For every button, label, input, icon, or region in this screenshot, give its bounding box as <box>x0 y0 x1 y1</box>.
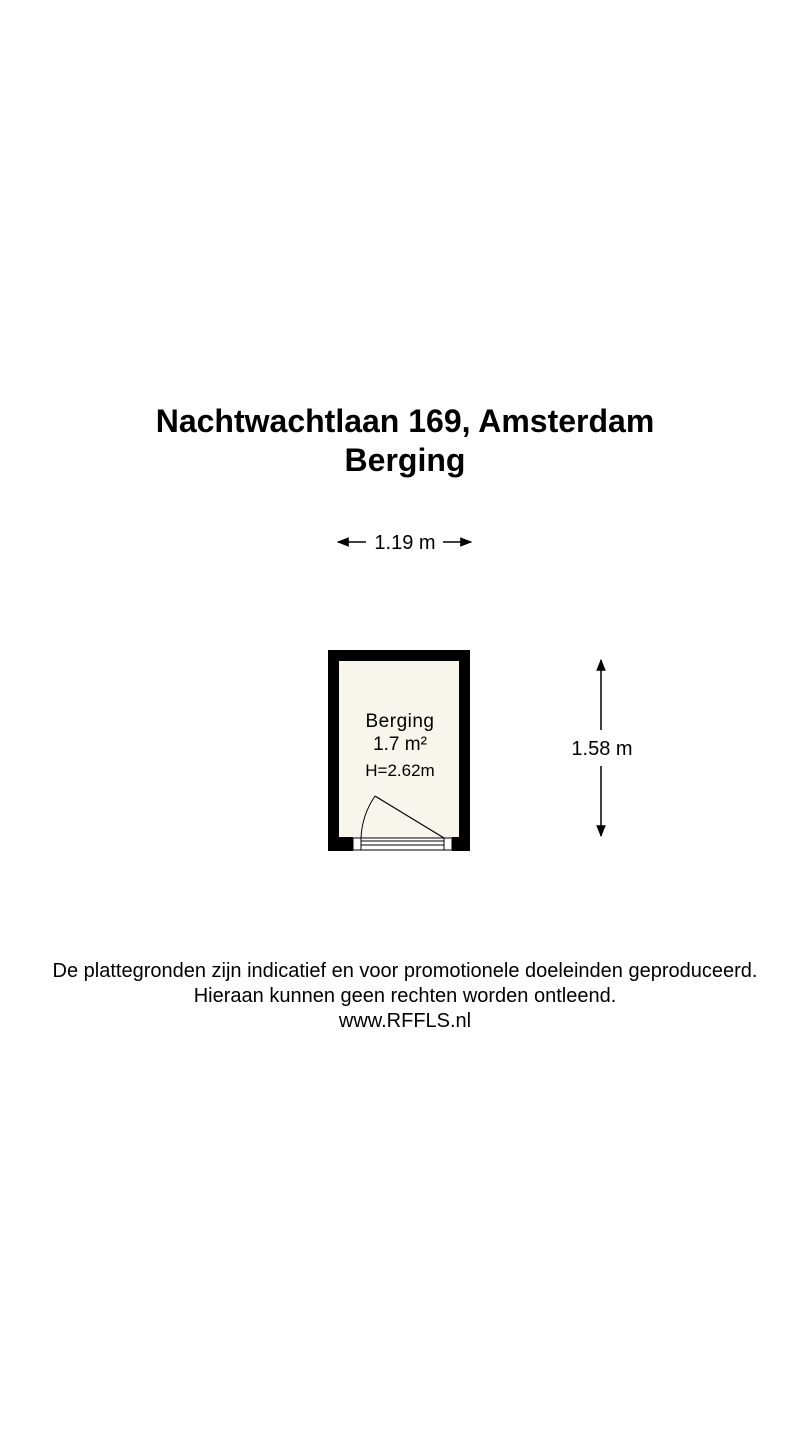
room-berging <box>328 650 470 851</box>
disclaimer-website: www.RFFLS.nl <box>338 1010 472 1032</box>
wall-left <box>328 650 339 851</box>
room-height: H=2.62m <box>365 761 435 780</box>
disclaimer <box>0 959 810 1034</box>
wall-right <box>459 650 470 851</box>
address-title: Nachtwachtlaan 169, Amsterdam <box>155 403 655 439</box>
door-threshold <box>353 838 452 850</box>
door-jamb-right <box>444 838 452 850</box>
wall-bottom-left <box>328 837 353 851</box>
width-dimension <box>338 532 471 554</box>
depth-label: 1.58 m <box>571 738 633 760</box>
room-name: Berging <box>365 711 435 732</box>
width-label: 1.19 m <box>374 532 436 554</box>
disclaimer-line-2: Hieraan kunnen geen rechten worden ontleend. <box>193 985 617 1007</box>
wall-bottom-right <box>452 837 470 851</box>
floor-title: Berging <box>344 442 466 478</box>
wall-top <box>328 650 470 661</box>
disclaimer-line-1: De plattegronden zijn indicatief en voor promotionele doeleinden geproduceerd. <box>52 960 758 982</box>
door-jamb-left <box>353 838 361 850</box>
depth-dimension <box>571 660 632 836</box>
room-area: 1.7 m² <box>373 734 427 755</box>
